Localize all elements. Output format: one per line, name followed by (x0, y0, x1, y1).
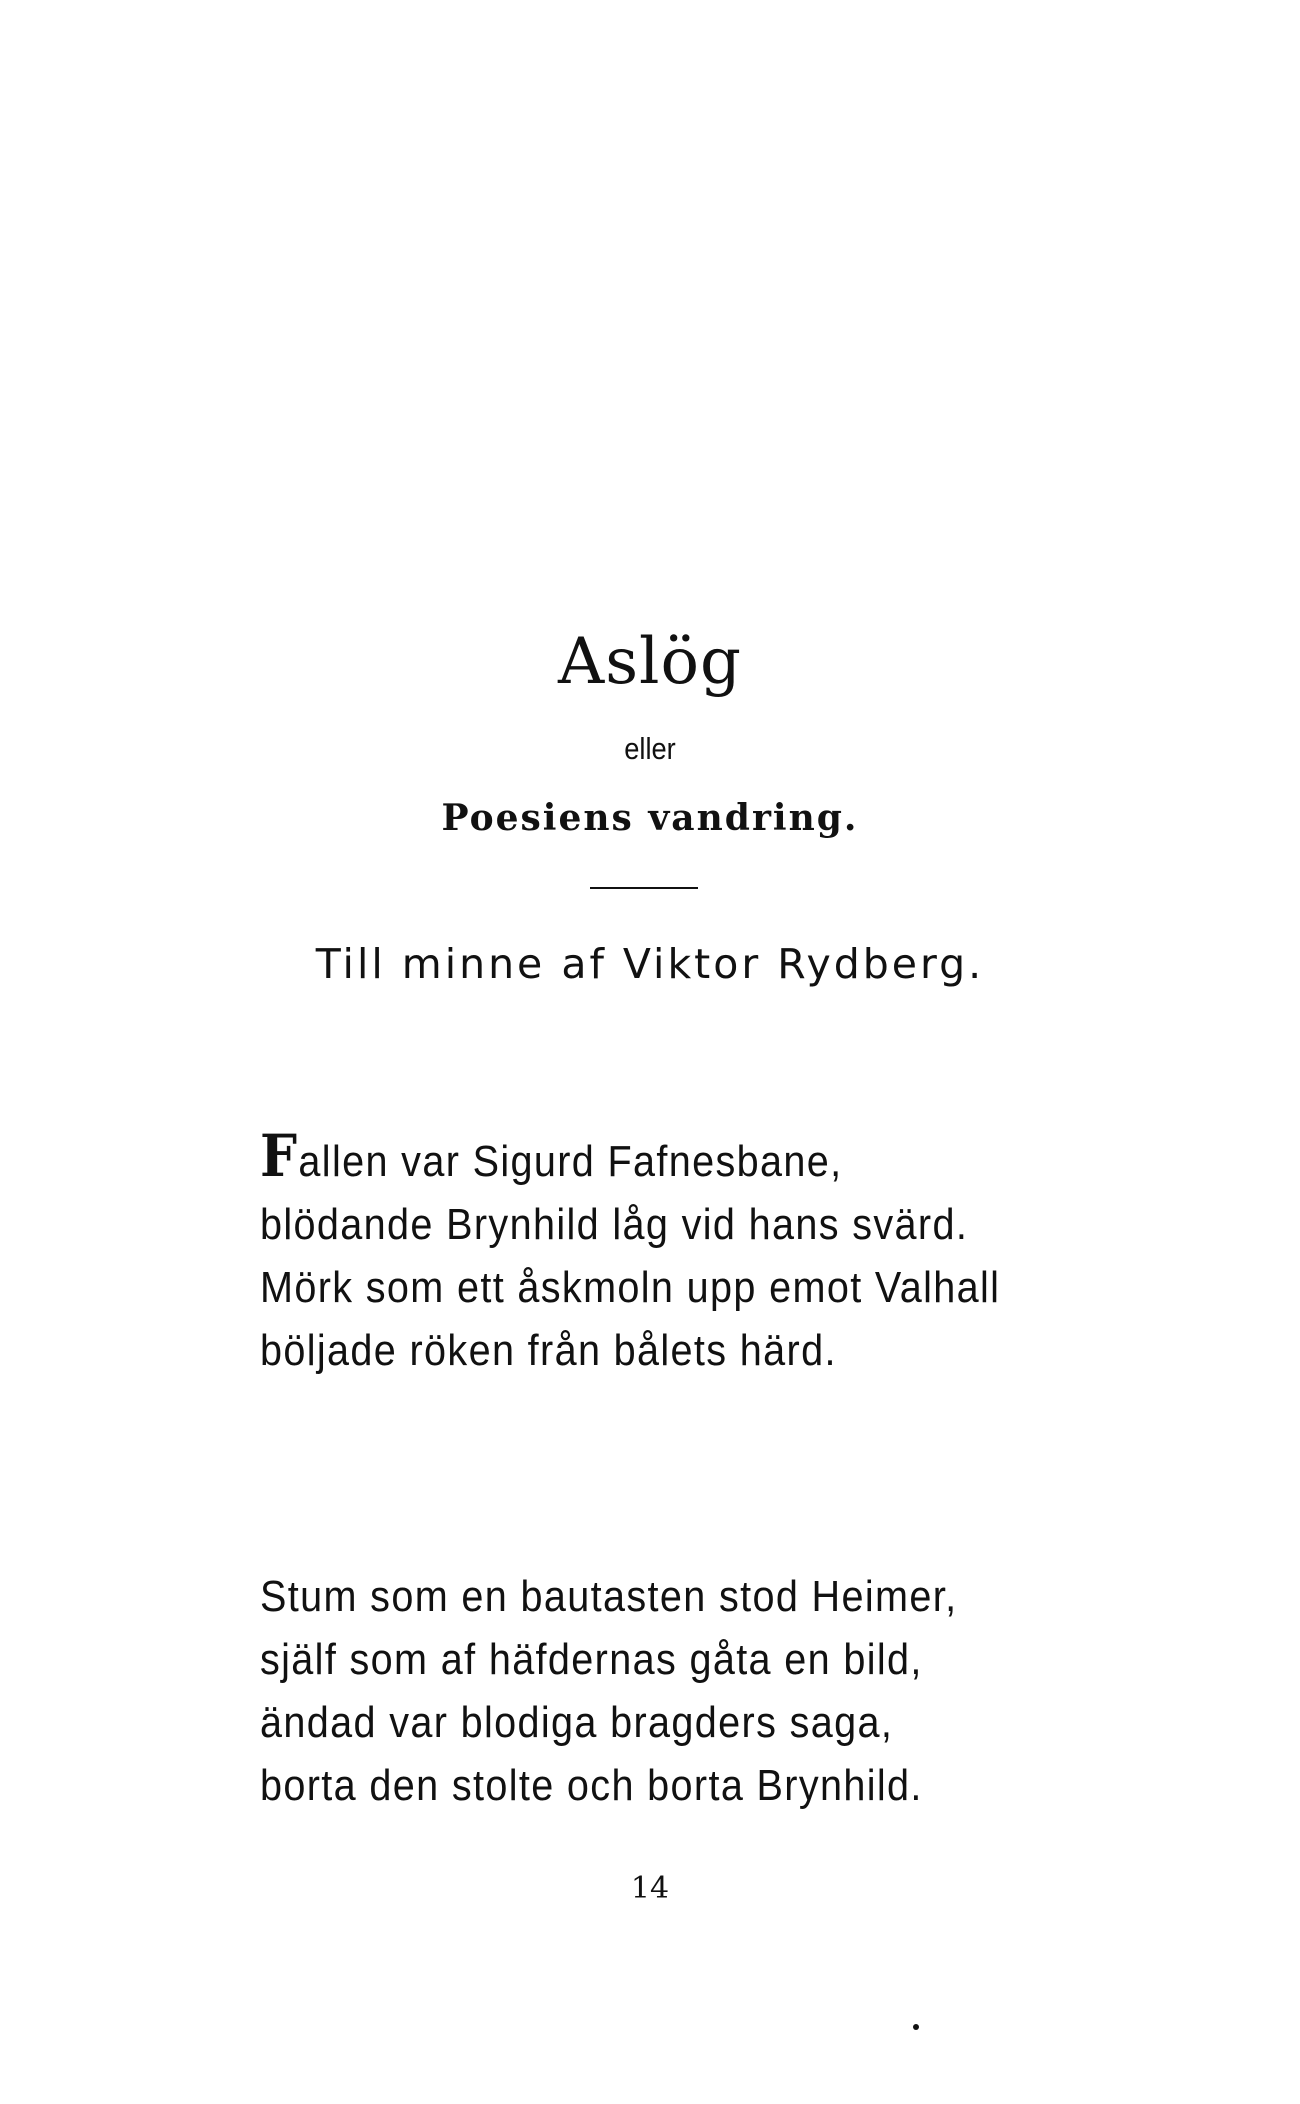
stanza-2-line-1: Stum som en bautasten stod Heimer, (260, 1572, 958, 1621)
stanza-1-line-2: blödande Brynhild låg vid hans svärd. (260, 1200, 969, 1249)
ink-speck (913, 2024, 919, 2030)
title-connector: eller (624, 731, 676, 766)
stanza-1-line-3: Mörk som ett åskmoln upp emot Valhall (260, 1263, 1001, 1312)
stanza-2-line-3: ändad var blodiga bragders saga, (260, 1698, 894, 1747)
stanza-1 (260, 1122, 1070, 1382)
title-divider (590, 887, 698, 889)
poem-title: Aslög (557, 625, 743, 699)
poem-subtitle: Poesiens vandring. (441, 797, 859, 839)
stanza-1-line-1-text: allen var Sigurd Fafnesbane, (298, 1137, 843, 1186)
stanza-2-line-2: själf som af häfdernas gåta en bild, (260, 1635, 923, 1684)
dedication: Till minne af Viktor Rydberg. (315, 940, 985, 988)
drop-cap: F (260, 1122, 299, 1190)
stanza-1-line-1 (260, 1122, 1070, 1193)
stanza-2 (260, 1565, 1070, 1817)
page-number: 14 (630, 1871, 670, 1906)
stanza-2-line-4: borta den stolte och borta Brynhild. (260, 1761, 923, 1810)
stanza-1-line-4: böljade röken från bålets härd. (260, 1326, 837, 1375)
